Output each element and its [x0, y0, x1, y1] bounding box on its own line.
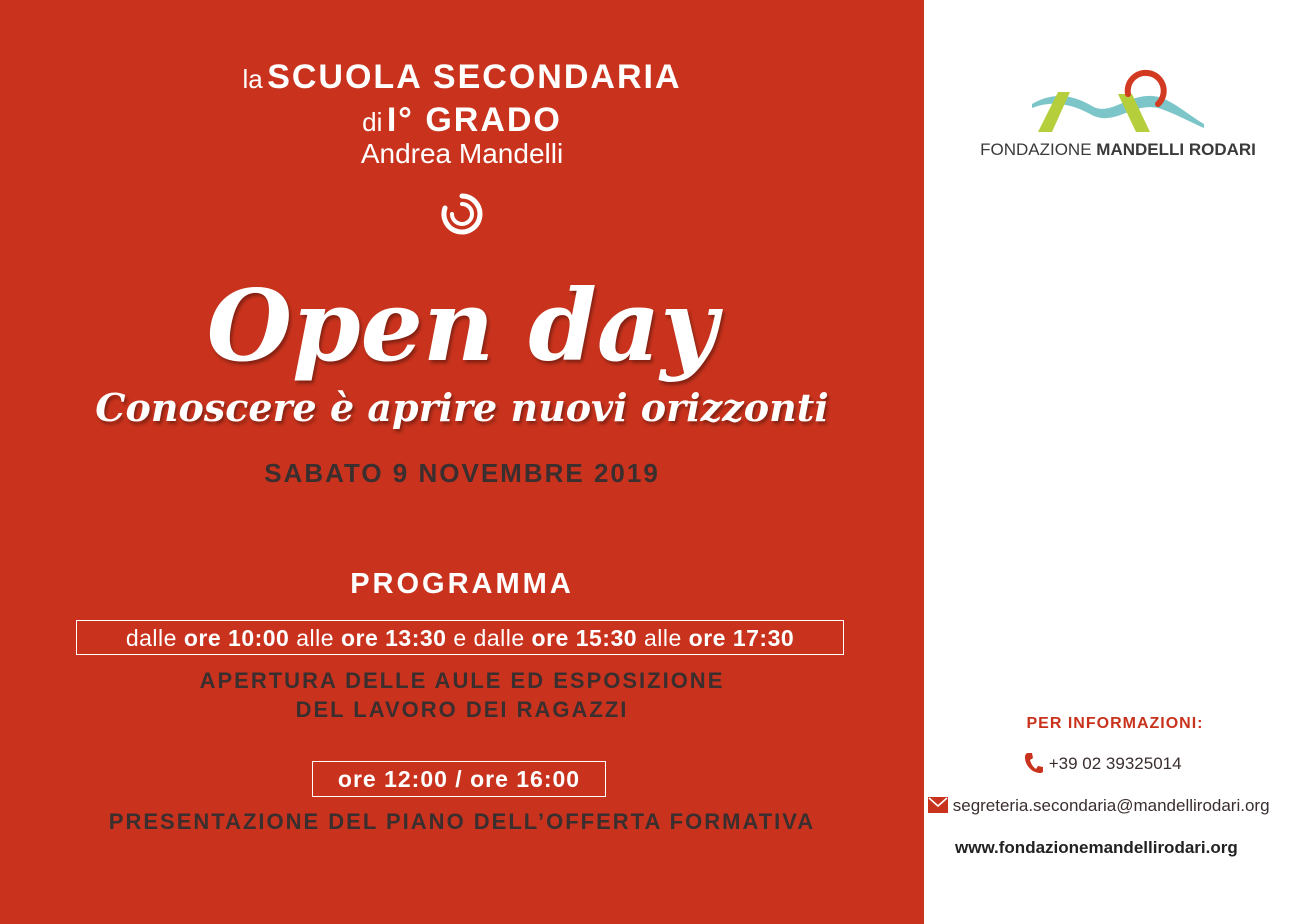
- school-title: [0, 56, 924, 105]
- contact-phone-row: [1024, 752, 1182, 776]
- contact-email-row: [928, 794, 1270, 818]
- activity2: PRESENTAZIONE DEL PIANO DELL’OFFERTA FORMATIVA: [108, 809, 816, 834]
- program-heading: PROGRAMMA: [350, 568, 574, 600]
- foundation-wave-logo: [1032, 64, 1204, 136]
- foundation-name: [924, 138, 1306, 162]
- school-name: Andrea Mandelli: [360, 138, 564, 169]
- slot1-text-3: e dalle: [453, 625, 525, 651]
- time-slot-box-1: [76, 620, 844, 655]
- slot1-time-1: ore 10:00: [183, 625, 290, 651]
- activity1-line1: APERTURA DELLE AULE ED ESPOSIZIONE: [199, 668, 725, 693]
- slot1-text-1: dalle: [125, 625, 177, 651]
- slot1-text-4: alle: [643, 625, 682, 651]
- slot2-times: ore 12:00 / ore 16:00: [337, 766, 581, 792]
- foundation-name-bold: MANDELLI RODARI: [1096, 140, 1256, 159]
- school-title-line1: SCUOLA SECONDARIA: [267, 58, 682, 96]
- contact-heading: PER INFORMAZIONI:: [1026, 715, 1204, 732]
- slot1-time-3: ore 15:30: [531, 625, 638, 651]
- event-subtitle: Conoscere è aprire nuovi orizzonti: [95, 385, 829, 430]
- school-circle-logo: [440, 192, 484, 236]
- school-prefix-la: la: [242, 64, 263, 94]
- foundation-website-link[interactable]: www.fondazionemandellirodari.org: [955, 838, 1238, 857]
- contact-phone[interactable]: +39 02 39325014: [1048, 754, 1182, 773]
- school-prefix-di: di: [362, 107, 383, 137]
- event-title: Open day: [206, 269, 718, 384]
- foundation-name-light: FONDAZIONE: [980, 140, 1092, 159]
- mail-icon: [928, 797, 948, 813]
- slot1-text-2: alle: [296, 625, 335, 651]
- info-panel: [924, 0, 1306, 924]
- slot1-time-4: ore 17:30: [688, 625, 795, 651]
- contact-email[interactable]: segreteria.secondaria@mandellirodari.org: [952, 796, 1270, 815]
- slot1-time-2: ore 13:30: [340, 625, 447, 651]
- activity1-line2: DEL LAVORO DEI RAGAZZI: [295, 697, 629, 722]
- event-date: SABATO 9 NOVEMBRE 2019: [264, 458, 660, 488]
- phone-icon: [1024, 752, 1044, 774]
- school-title-line2: I° GRADO: [386, 101, 562, 139]
- time-slot-box-2: [312, 761, 606, 797]
